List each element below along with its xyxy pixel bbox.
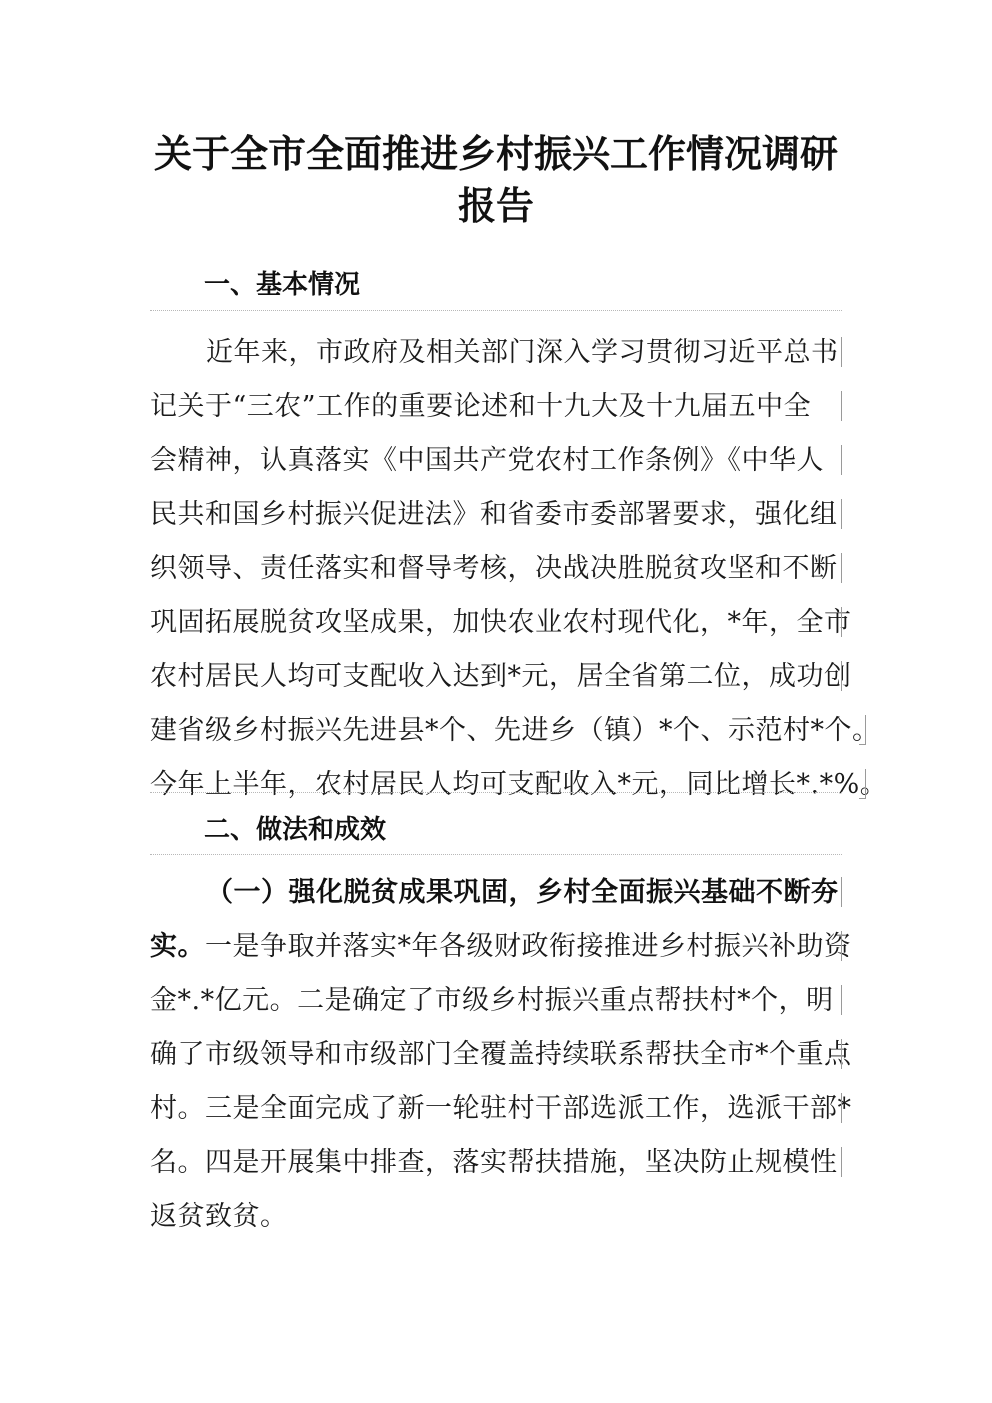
line-end-marker <box>841 445 842 475</box>
document-title-line2: 报告 <box>457 184 534 228</box>
paragraph-line <box>150 866 842 920</box>
paragraph-line <box>150 704 880 758</box>
line-text: 返贫致贫。 <box>150 1201 288 1232</box>
section2-paragraph <box>150 866 852 1244</box>
document-title-line1: 关于全市全面推进乡村振兴工作情况调研 <box>153 132 838 176</box>
line-text: 村。三是全面完成了新一轮驻村干部选派工作，选派干部* <box>150 1093 852 1124</box>
line-end-marker <box>841 1093 842 1123</box>
line-text: 金*.*亿元。二是确定了市级乡村振兴重点帮扶村*个，明 <box>150 985 834 1016</box>
line-end-marker <box>841 931 842 961</box>
paragraph-end-marker <box>865 715 866 745</box>
section-divider <box>150 854 842 855</box>
paragraph-line <box>150 758 888 812</box>
line-end-marker <box>841 985 842 1015</box>
paragraph-line <box>150 1028 852 1082</box>
line-text: 一是争取并落实*年各级财政衔接推进乡村振兴补助资 <box>205 931 852 962</box>
section1-paragraph <box>150 326 888 812</box>
paragraph-end-marker <box>865 769 866 799</box>
paragraph-line <box>150 650 852 704</box>
line-end-marker <box>841 553 842 583</box>
line-text: 建省级乡村振兴先进县*个、先进乡（镇）*个、示范村*个。 <box>150 715 880 746</box>
line-text: 巩固拓展脱贫攻坚成果，加快农业农村现代化，*年，全市 <box>150 607 852 638</box>
paragraph-line <box>150 1190 842 1244</box>
line-end-marker <box>841 337 842 367</box>
line-end-marker <box>841 499 842 529</box>
paragraph-line <box>150 326 842 380</box>
line-text: 记关于“三农”工作的重要论述和十九大及十九届五中全 <box>150 391 812 422</box>
paragraph-line <box>150 1082 852 1136</box>
paragraph-line <box>150 542 842 596</box>
line-end-marker <box>841 661 842 691</box>
section-heading-practices: 二、做法和成效 <box>204 815 387 845</box>
line-text: 织领导、责任落实和督导考核，决战决胜脱贫攻坚和不断 <box>150 553 838 584</box>
subsection-heading: （一）强化脱贫成果巩固，乡村全面振兴基础不断夯 <box>206 877 839 908</box>
paragraph-line <box>150 974 842 1028</box>
line-end-marker <box>841 877 842 907</box>
line-text: 民共和国乡村振兴促进法》和省委市委部署要求，强化组 <box>150 499 838 530</box>
line-end-marker <box>841 607 842 637</box>
line-text: 名。四是开展集中排查，落实帮扶措施，坚决防止规模性 <box>150 1147 838 1178</box>
line-end-marker <box>841 1147 842 1177</box>
line-end-marker <box>841 391 842 421</box>
line-text: 近年来，市政府及相关部门深入学习贯彻习近平总书 <box>206 337 839 368</box>
paragraph-line <box>150 920 852 974</box>
section-divider <box>150 792 842 793</box>
line-text: 农村居民人均可支配收入达到*元，居全省第二位，成功创 <box>150 661 852 692</box>
paragraph-line <box>150 380 842 434</box>
section-heading-basic: 一、基本情况 <box>204 270 361 300</box>
paragraph-line <box>150 434 842 488</box>
section-divider <box>150 310 842 311</box>
line-text: 今年上半年，农村居民人均可支配收入*元，同比增长*.*%。 <box>150 769 888 800</box>
line-end-marker <box>841 1039 842 1069</box>
line-text: 确了市级领导和市级部门全覆盖持续联系帮扶全市*个重点 <box>150 1039 852 1070</box>
subsection-heading-end: 实。 <box>150 931 205 962</box>
paragraph-line <box>150 488 842 542</box>
paragraph-line <box>150 596 852 650</box>
paragraph-line <box>150 1136 842 1190</box>
line-text: 会精神，认真落实《中国共产党农村工作条例》《中华人 <box>150 445 824 476</box>
